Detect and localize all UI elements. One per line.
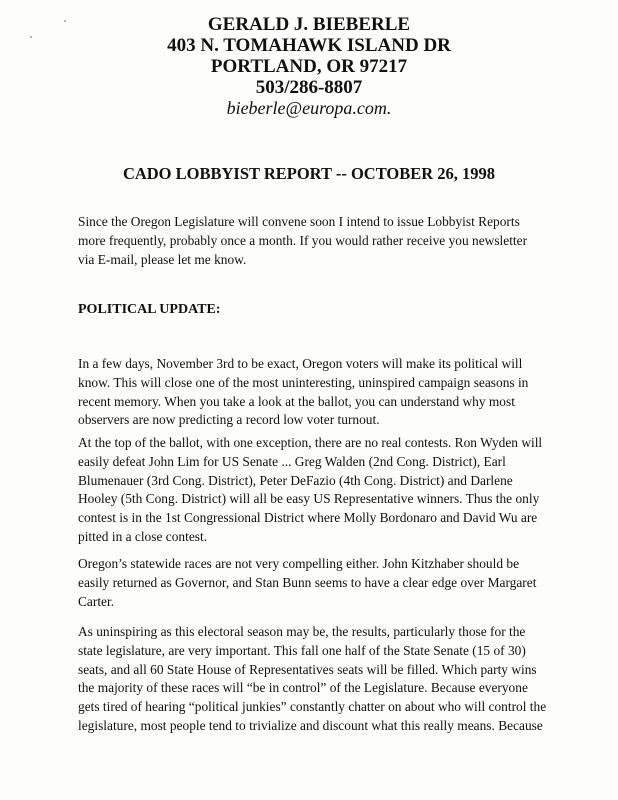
text-line: know. This will close one of the most uninteresting, uninspired campaign seasons in <box>78 374 529 390</box>
text-line: easily returned as Governor, and Stan Bunn seems to have a clear edge over Margaret <box>78 574 537 590</box>
text-line: As uninspiring as this electoral season may be, the results, particularly those for the <box>78 624 526 639</box>
section-heading: POLITICAL UPDATE: <box>78 302 221 317</box>
text-line: via E-mail, please let me know. <box>78 251 247 267</box>
text-line: state legislature, are very important. This fall one half of the State Senate (15 of 30) <box>78 642 526 658</box>
text-line: Hooley (5th Cong. District) will all be easy US Representative winners. Thus the only <box>78 491 540 507</box>
text-line: gets tired of hearing “political junkies” constantly chatter on about who will control the <box>78 699 547 715</box>
body-paragraph <box>78 434 578 547</box>
text-line: legislature, most people tend to trivialize and discount what this really means. Because <box>78 717 543 733</box>
email-address: bieberle@europa.com. <box>226 98 392 118</box>
author-name: GERALD J. BIEBERLE <box>207 14 411 35</box>
text-line: more frequently, probably once a month. If you would rather receive you newsletter <box>78 232 528 248</box>
text-line: At the top of the ballot, with one exception, there are no real contests. Ron Wyden will <box>78 435 543 450</box>
text-line: seats, and all 60 State House of Representatives seats will be filled. Which party wins <box>78 661 537 677</box>
text-line: recent memory. When you take a look at the ballot, you can understand why most <box>78 393 515 409</box>
phone-number: 503/286-8807 <box>255 77 363 98</box>
text-line: observers are now predicting a record low voter turnout. <box>78 412 380 428</box>
body-paragraph <box>78 555 578 611</box>
city-state-zip: PORTLAND, OR 97217 <box>210 56 408 77</box>
text-line: Oregon’s statewide races are not very compelling either. John Kitzhaber should be <box>78 556 520 571</box>
letterhead <box>0 14 618 119</box>
section-heading-container <box>78 301 578 320</box>
intro-paragraph <box>78 213 578 269</box>
report-title: CADO LOBBYIST REPORT -- OCTOBER 26, 1998 <box>122 164 496 183</box>
body-paragraph <box>78 355 578 430</box>
text-line: contest is in the 1st Congressional District where Molly Bordonaro and David Wu are <box>78 510 538 526</box>
text-line: pitted in a close contest. <box>78 528 208 544</box>
text-line: In a few days, November 3rd to be exact, Oregon voters will make its political will <box>78 356 523 371</box>
text-line: Since the Oregon Legislature will convene soon I intend to issue Lobbyist Reports <box>78 214 520 229</box>
body-paragraph <box>78 623 578 736</box>
text-line: Blumenauer (3rd Cong. District), Peter DeFazio (4th Cong. District) and Darlene <box>78 472 513 488</box>
text-line: easily defeat John Lim for US Senate ... Greg Walden (2nd Cong. District), Earl <box>78 453 506 469</box>
street-address: 403 N. TOMAHAWK ISLAND DR <box>167 35 451 56</box>
text-line: Carter. <box>78 593 115 609</box>
text-line: the majority of these races will “be in control” of the Legislature. Because everyone <box>78 680 528 696</box>
